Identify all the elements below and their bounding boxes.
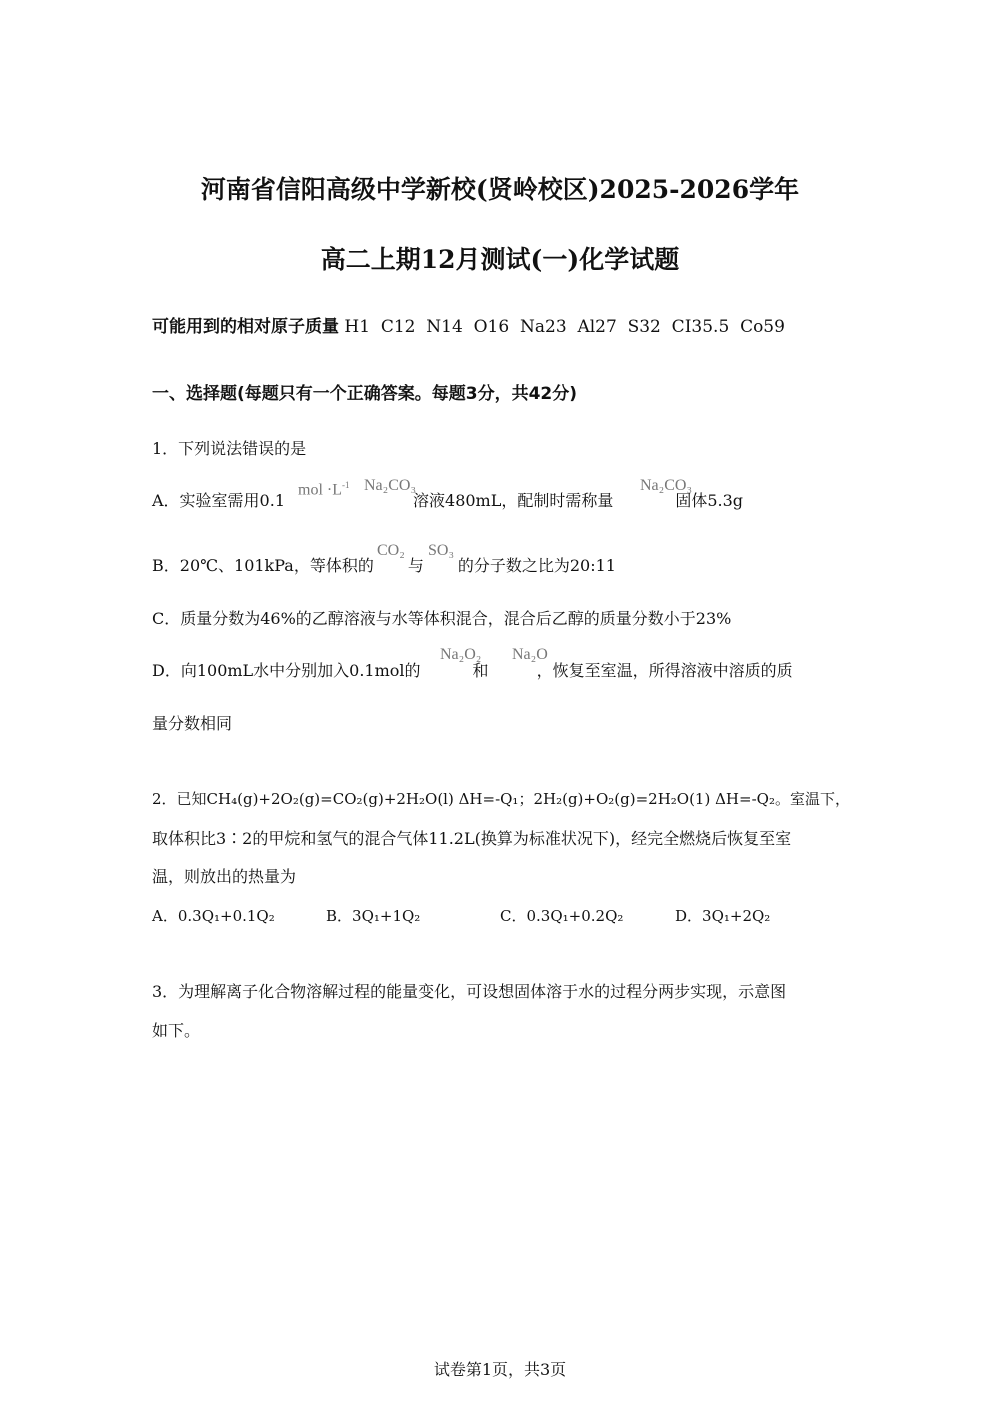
q1-b-formula1: CO₂ [377, 542, 405, 559]
atomic-mass-label: 可能用到的相对原子质量 [152, 317, 339, 337]
q1-d-formula1: Na₂O₂ [440, 646, 482, 663]
section-heading: 一、选择题(每题只有一个正确答案。每题3分，共42分) [152, 384, 578, 404]
q1-a-unit-text: mol ·L [298, 481, 342, 499]
page-title-line2: 高二上期12月测试(一)化学试题 [320, 245, 680, 274]
q1-option-d-cont: 量分数相同 [152, 714, 233, 733]
q1-b-pre: B．20℃、101kPa，等体积的 [152, 556, 374, 575]
q2-option-d: D．3Q₁+2Q₂ [675, 907, 771, 925]
q2-line1 [152, 788, 850, 810]
q1-a-unit-sup: -1 [342, 480, 350, 490]
q1-stem: 1．下列说法错误的是 [152, 439, 307, 458]
q2-equation: CH₄(g)+2O₂(g)=CO₂(g)+2H₂O(l) ΔH=-Q₁；2H₂(g)+O₂(g)=2H₂O(1) ΔH=-Q₂。室温下， [206, 790, 850, 808]
page-footer: 试卷第1页，共3页 [433, 1360, 567, 1379]
q1-b-formula2: SO₃ [428, 542, 455, 559]
q1-a-pre: A．实验室需用0.1 [152, 491, 286, 510]
q2-pre: 2．已知 [152, 790, 207, 808]
q1-d-pre: D．向100mL水中分别加入0.1mol的 [152, 661, 421, 680]
page-title-line1: 河南省信阳高级中学新校(贤岭校区)2025-2026学年 [200, 175, 800, 204]
atomic-mass-line [152, 316, 785, 338]
q2-line3: 温，则放出的热量为 [152, 867, 297, 886]
q1-a-post: 固体5.3g [675, 491, 744, 510]
atomic-mass-values: H1 C12 N14 O16 Na23 Al27 S32 CI35.5 Co59 [344, 317, 785, 337]
q1-option-c: C．质量分数为46%的乙醇溶液与水等体积混合，混合后乙醇的质量分数小于23% [152, 609, 732, 628]
q1-b-post: 的分子数之比为20:11 [457, 556, 616, 575]
q1-d-mid: 和 [472, 661, 489, 680]
q1-d-post: ，恢复至室温，所得溶液中溶质的质 [536, 661, 793, 680]
q3-line1: 3．为理解离子化合物溶解过程的能量变化，可设想固体溶于水的过程分两步实现，示意图 [152, 982, 787, 1001]
q2-option-b: B．3Q₁+1Q₂ [326, 907, 421, 925]
q1-d-formula2: Na₂O [512, 646, 548, 663]
q3-line2: 如下。 [152, 1021, 201, 1040]
q2-line2: 取体积比3∶2的甲烷和氢气的混合气体11.2L(换算为标准状况下)，经完全燃烧后恢复至室 [152, 829, 792, 848]
q2-option-a: A．0.3Q₁+0.1Q₂ [152, 907, 275, 925]
q1-b-mid: 与 [407, 556, 424, 575]
q2-option-c: C．0.3Q₁+0.2Q₂ [500, 907, 624, 925]
q1-a-formula: Na₂CO₃ [364, 477, 417, 494]
q1-a-unit [298, 480, 350, 499]
q1-a-formula2: Na₂CO₃ [640, 477, 693, 494]
q1-a-mid: 溶液480mL，配制时需称量 [413, 491, 614, 510]
